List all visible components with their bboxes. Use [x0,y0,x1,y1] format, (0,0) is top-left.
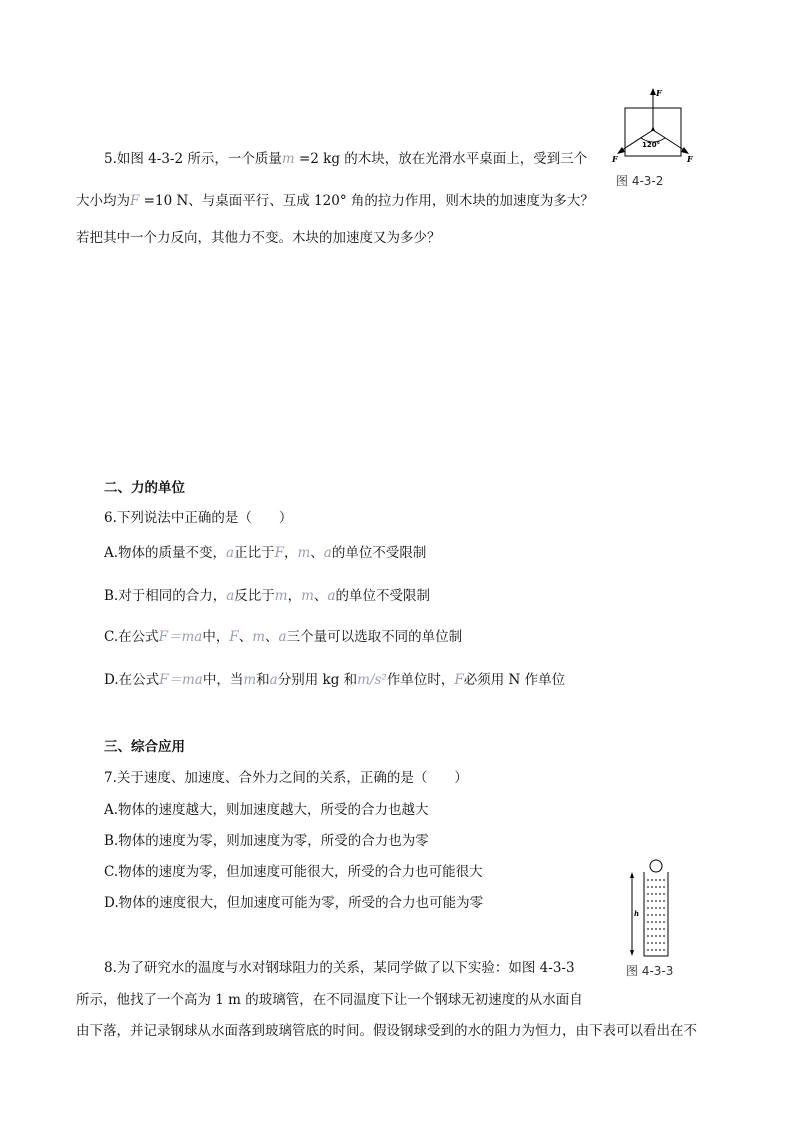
q7-option-b: B.物体的速度为零，则加速度为零，所受的合力也为零 [104,833,429,849]
section2-heading: 二、力的单位 [104,480,185,496]
q8-line3: 由下落，并记录钢球从水面落到玻璃管底的时间。假设钢球受到的水的阻力为恒力，由下表可以看出在不 [76,1023,697,1039]
q5-F-symbol: F [130,193,140,209]
fig432-label-left: F [612,154,618,164]
figure-4-3-3 [622,856,682,960]
fig432-label-right: F [687,154,693,164]
q6-stem: 6.下列说法中正确的是（ ） [104,510,293,526]
q6-option-b: B.对于相同的合力，a反比于m，m、a的单位不受限制 [104,588,430,604]
q5-line3: 若把其中一个力反向，其他力不变。木块的加速度又为多少？ [76,230,441,246]
q8-line1: 8.为了研究水的温度与水对钢球阻力的关系，某同学做了以下实验：如图 4-3-3 [104,960,575,976]
q5-text-2b: =10 N、与桌面平行、互成 120° 角的拉力作用，则木块的加速度为多大？ [139,193,594,209]
figure-4-3-2 [608,86,698,166]
section3-heading: 三、综合应用 [104,739,185,755]
fig432-angle: 120° [642,141,661,149]
q7-option-a: A.物体的速度越大，则加速度越大，所受的合力也越大 [104,802,429,818]
q6-option-a: A.物体的质量不变，a正比于F，m、a的单位不受限制 [104,545,427,561]
q8-line2: 所示，他找了一个高为 1 m 的玻璃管，在不同温度下让一个钢球无初速度的从水面自 [76,992,583,1008]
q5-text-1b: =2 kg 的木块，放在光滑水平桌面上，受到三个 [294,151,588,167]
q5-text-2a: 大小均为 [76,193,130,209]
q5-text-1a: 5.如图 4-3-2 所示，一个质量 [104,151,282,167]
q5-m-symbol: m [281,151,295,167]
q5-line2 [76,192,594,210]
fig432-label-top: F [656,88,662,98]
q6-option-d: D.在公式F＝ma中，当m和a分别用 kg 和m/s²作单位时，F必须用 N 作单位 [104,672,566,688]
q6-option-c: C.在公式F＝ma中，F、m、a三个量可以选取不同的单位制 [104,629,463,645]
fig433-caption: 图 4-3-3 [626,964,674,978]
fig433-label-h: h [634,909,640,918]
q5-line1 [104,150,587,168]
q7-stem: 7.关于速度、加速度、合外力之间的关系，正确的是（ ） [104,770,468,786]
q7-option-c: C.物体的速度为零，但加速度可能很大，所受的合力也可能很大 [104,864,483,880]
fig432-caption: 图 4-3-2 [616,174,664,188]
q7-option-d: D.物体的速度很大，但加速度可能为零，所受的合力也可能为零 [104,895,484,911]
